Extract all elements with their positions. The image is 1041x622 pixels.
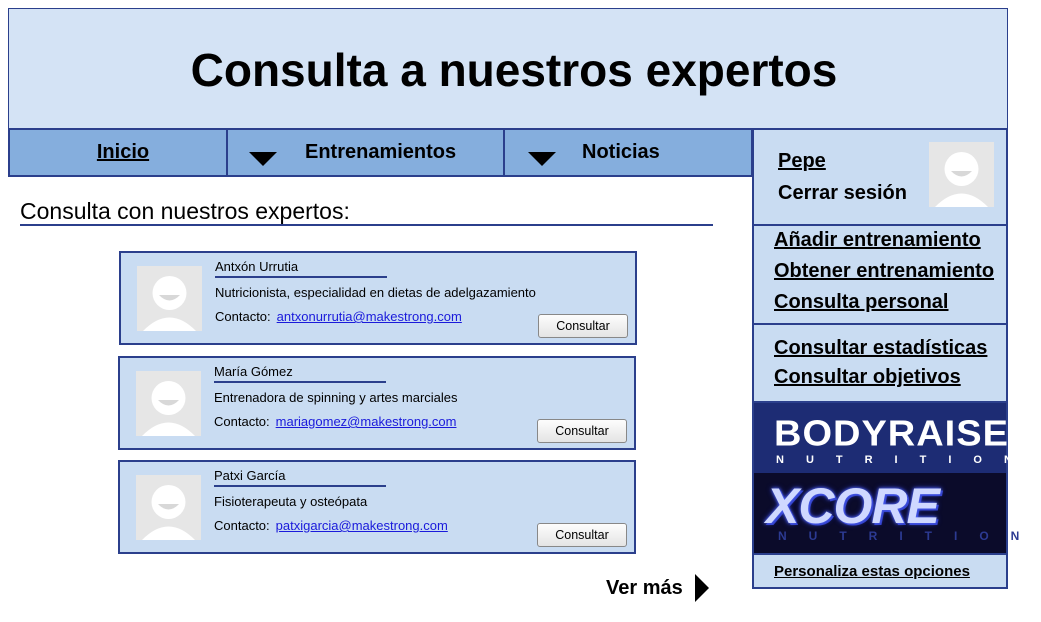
- see-more-label[interactable]: Ver más: [606, 576, 683, 599]
- sidebar-item-add-training[interactable]: Añadir entrenamiento: [774, 229, 981, 251]
- avatar-placeholder-icon: [136, 371, 201, 436]
- consult-button[interactable]: Consultar: [537, 419, 627, 443]
- contact-label: Contacto:: [214, 518, 270, 533]
- xcore-logo: XCORE: [766, 478, 939, 534]
- expert-contact: [215, 309, 462, 324]
- expert-card: [118, 460, 636, 554]
- nav-trainings-label[interactable]: Entrenamientos: [305, 141, 457, 163]
- consult-button[interactable]: Consultar: [537, 523, 627, 547]
- xcore-ad-banner[interactable]: [754, 473, 1041, 555]
- user-name-link[interactable]: Pepe: [778, 150, 826, 172]
- nav-news-label[interactable]: Noticias: [582, 141, 660, 163]
- user-sidebar: [752, 128, 1041, 589]
- expert-email-link[interactable]: patxigarcia@makestrong.com: [275, 518, 448, 533]
- page-title: Consulta a nuestros expertos: [190, 43, 838, 96]
- expert-card: [118, 356, 636, 450]
- sidebar-item-statistics[interactable]: Consultar estadísticas: [774, 337, 988, 359]
- user-avatar-icon[interactable]: [929, 142, 994, 207]
- bodyraise-sub: NUTRITION: [776, 454, 1034, 466]
- customize-options-link[interactable]: Personaliza estas opciones: [774, 563, 970, 580]
- expert-card: [119, 251, 637, 345]
- logout-button[interactable]: Cerrar sesión: [778, 182, 907, 204]
- expert-contact: [214, 414, 456, 429]
- section-title: Consulta con nuestros expertos:: [20, 198, 713, 226]
- consult-button[interactable]: Consultar: [538, 314, 628, 338]
- expert-email-link[interactable]: antxonurrutia@makestrong.com: [276, 309, 462, 324]
- sidebar-item-personal-consult[interactable]: Consulta personal: [774, 291, 949, 313]
- page-header: [8, 8, 1008, 129]
- bodyraise-logo: BODYRAISE: [774, 414, 1009, 454]
- avatar-placeholder-icon: [136, 475, 201, 540]
- user-panel: [754, 130, 1006, 226]
- expert-email-link[interactable]: mariagomez@makestrong.com: [275, 414, 457, 429]
- arrow-right-icon[interactable]: [695, 574, 709, 602]
- nav-home-label[interactable]: Inicio: [96, 141, 150, 163]
- bodyraise-ad-banner[interactable]: [754, 403, 1034, 473]
- see-more-link[interactable]: [606, 574, 709, 602]
- sidebar-links-stats: [754, 325, 1006, 403]
- sidebar-item-get-training[interactable]: Obtener entrenamiento: [774, 260, 995, 282]
- sidebar-links-training: [754, 225, 1006, 325]
- expert-specialty: Entrenadora de spinning y artes marciales: [214, 390, 458, 405]
- xcore-sub: NUTRITION: [778, 529, 1041, 543]
- expert-name: Patxi García: [214, 468, 386, 487]
- dropdown-arrow-icon[interactable]: [249, 152, 277, 166]
- expert-name: María Gómez: [214, 364, 386, 383]
- contact-label: Contacto:: [214, 414, 270, 429]
- main-nav: [8, 128, 753, 177]
- contact-label: Contacto:: [215, 309, 271, 324]
- nav-home[interactable]: [10, 130, 228, 175]
- expert-specialty: Fisioterapeuta y osteópata: [214, 494, 368, 509]
- expert-name: Antxón Urrutia: [215, 259, 387, 278]
- nav-news[interactable]: [505, 130, 751, 175]
- expert-specialty: Nutricionista, especialidad en dietas de adelgazamiento: [215, 285, 536, 300]
- expert-contact: [214, 518, 448, 533]
- nav-trainings[interactable]: [228, 130, 505, 175]
- sidebar-item-goals[interactable]: Consultar objetivos: [774, 366, 961, 388]
- dropdown-arrow-icon[interactable]: [528, 152, 556, 166]
- avatar-placeholder-icon: [137, 266, 202, 331]
